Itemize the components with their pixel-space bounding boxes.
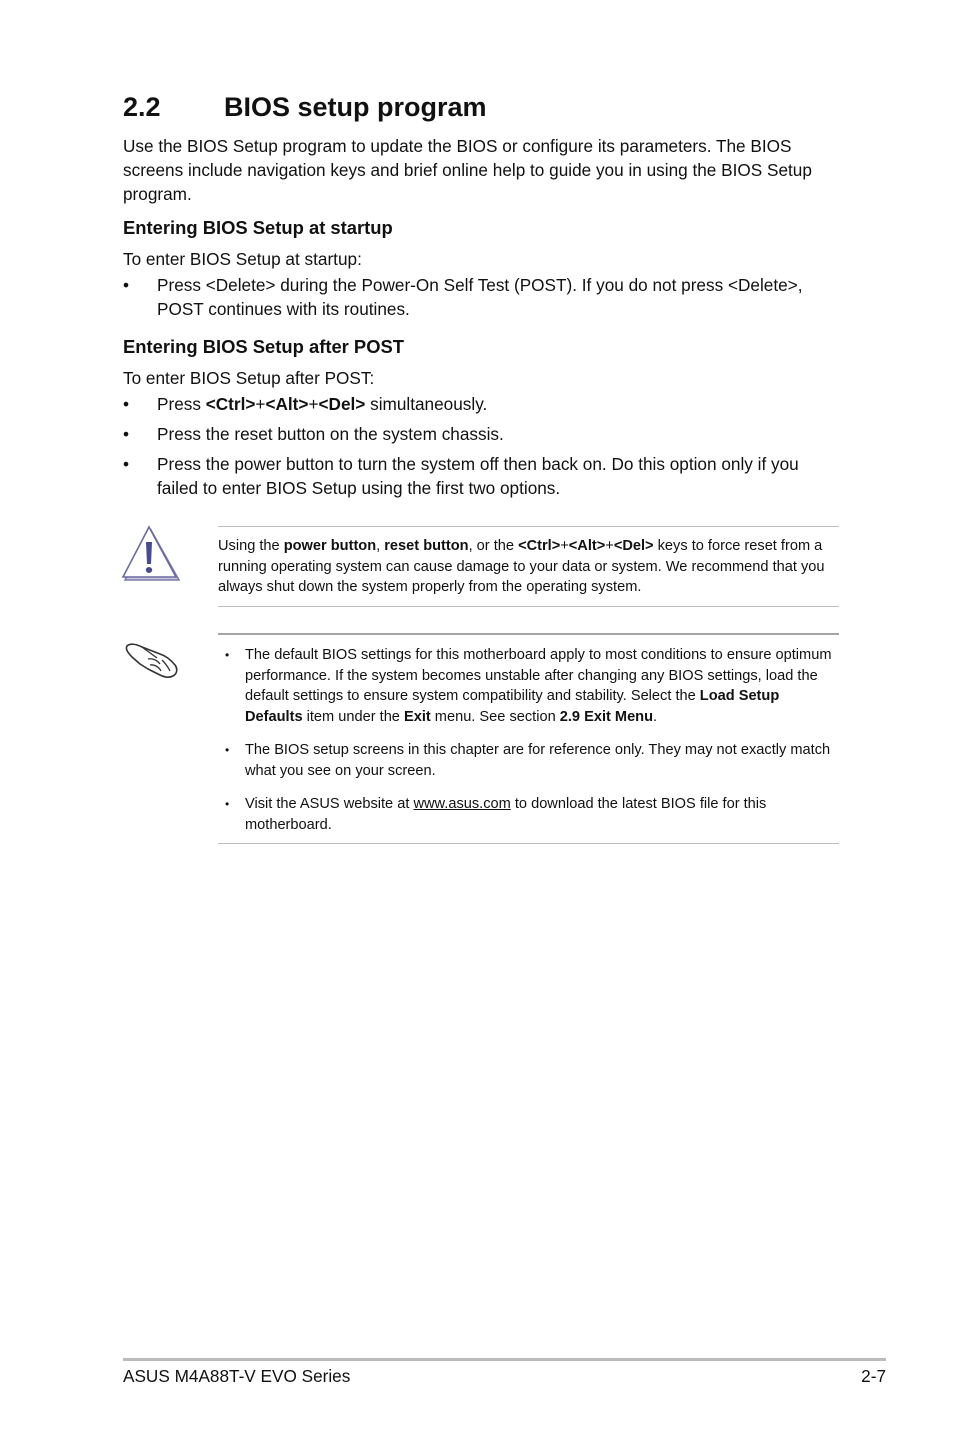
warning-triangle-icon: [121, 524, 181, 584]
list-item: • Press <Ctrl>+<Alt>+<Del> simultaneously.: [123, 394, 488, 414]
after-post-bullet-list: [123, 392, 843, 506]
warning-bottom-rule: [218, 606, 839, 607]
warning-top-rule: [218, 526, 839, 527]
list-item: • Visit the ASUS website at www.asus.com to download the latest BIOS file for this motherboard.: [225, 796, 767, 833]
list-item: • Press <Delete> during the Power-On Self Test (POST). If you do not press <Delete>, POST continues with its routines.: [123, 275, 803, 319]
note-list: [225, 645, 837, 848]
list-item: • The default BIOS settings for this motherboard apply to most conditions to ensure optimum performance. If the system becomes unstable after changing any BIOS settings, load the default settings to ensure system compatibility and stability. Select the Load Setup Defaults item under the Exit menu. See section 2.9 Exit Menu.: [225, 647, 832, 725]
note-top-rule: [218, 633, 839, 635]
footer-page-number: 2-7: [861, 1366, 886, 1386]
warning-box: [218, 536, 838, 598]
footer-rule: [123, 1358, 886, 1361]
after-post-heading: Entering BIOS Setup after POST: [123, 336, 405, 357]
list-item: • Press the reset button on the system chassis.: [123, 424, 504, 444]
warning-text: Using the power button, reset button, or the <Ctrl>+<Alt>+<Del> keys to force reset from a running operating system can cause damage to your data or system. We recommend that you always shut down the system properly from the operating system.: [218, 538, 825, 595]
section-number: 2.2: [123, 92, 161, 122]
pointing-hand-icon: [124, 640, 180, 680]
intro-paragraph: Use the BIOS Setup program to update the BIOS or configure its parameters. The BIOS screens include navigation keys and brief online help to guide you in using the BIOS Setup program.: [123, 136, 812, 204]
footer-product-name: ASUS M4A88T-V EVO Series: [123, 1366, 351, 1386]
after-post-lead: To enter BIOS Setup after POST:: [123, 368, 375, 388]
section-title-text: BIOS setup program: [224, 92, 487, 122]
startup-bullet-list: [123, 273, 843, 327]
startup-lead: To enter BIOS Setup at startup:: [123, 249, 362, 269]
section-title: [123, 90, 487, 124]
list-item: • The BIOS setup screens in this chapter are for reference only. They may not exactly match what you see on your screen.: [225, 742, 831, 779]
list-item: • Press the power button to turn the system off then back on. Do this option only if you failed to enter BIOS Setup using the first two options.: [123, 454, 799, 498]
note-bottom-rule: [218, 843, 839, 844]
startup-heading: Entering BIOS Setup at startup: [123, 217, 393, 238]
asus-website-link[interactable]: www.asus.com: [413, 796, 511, 812]
